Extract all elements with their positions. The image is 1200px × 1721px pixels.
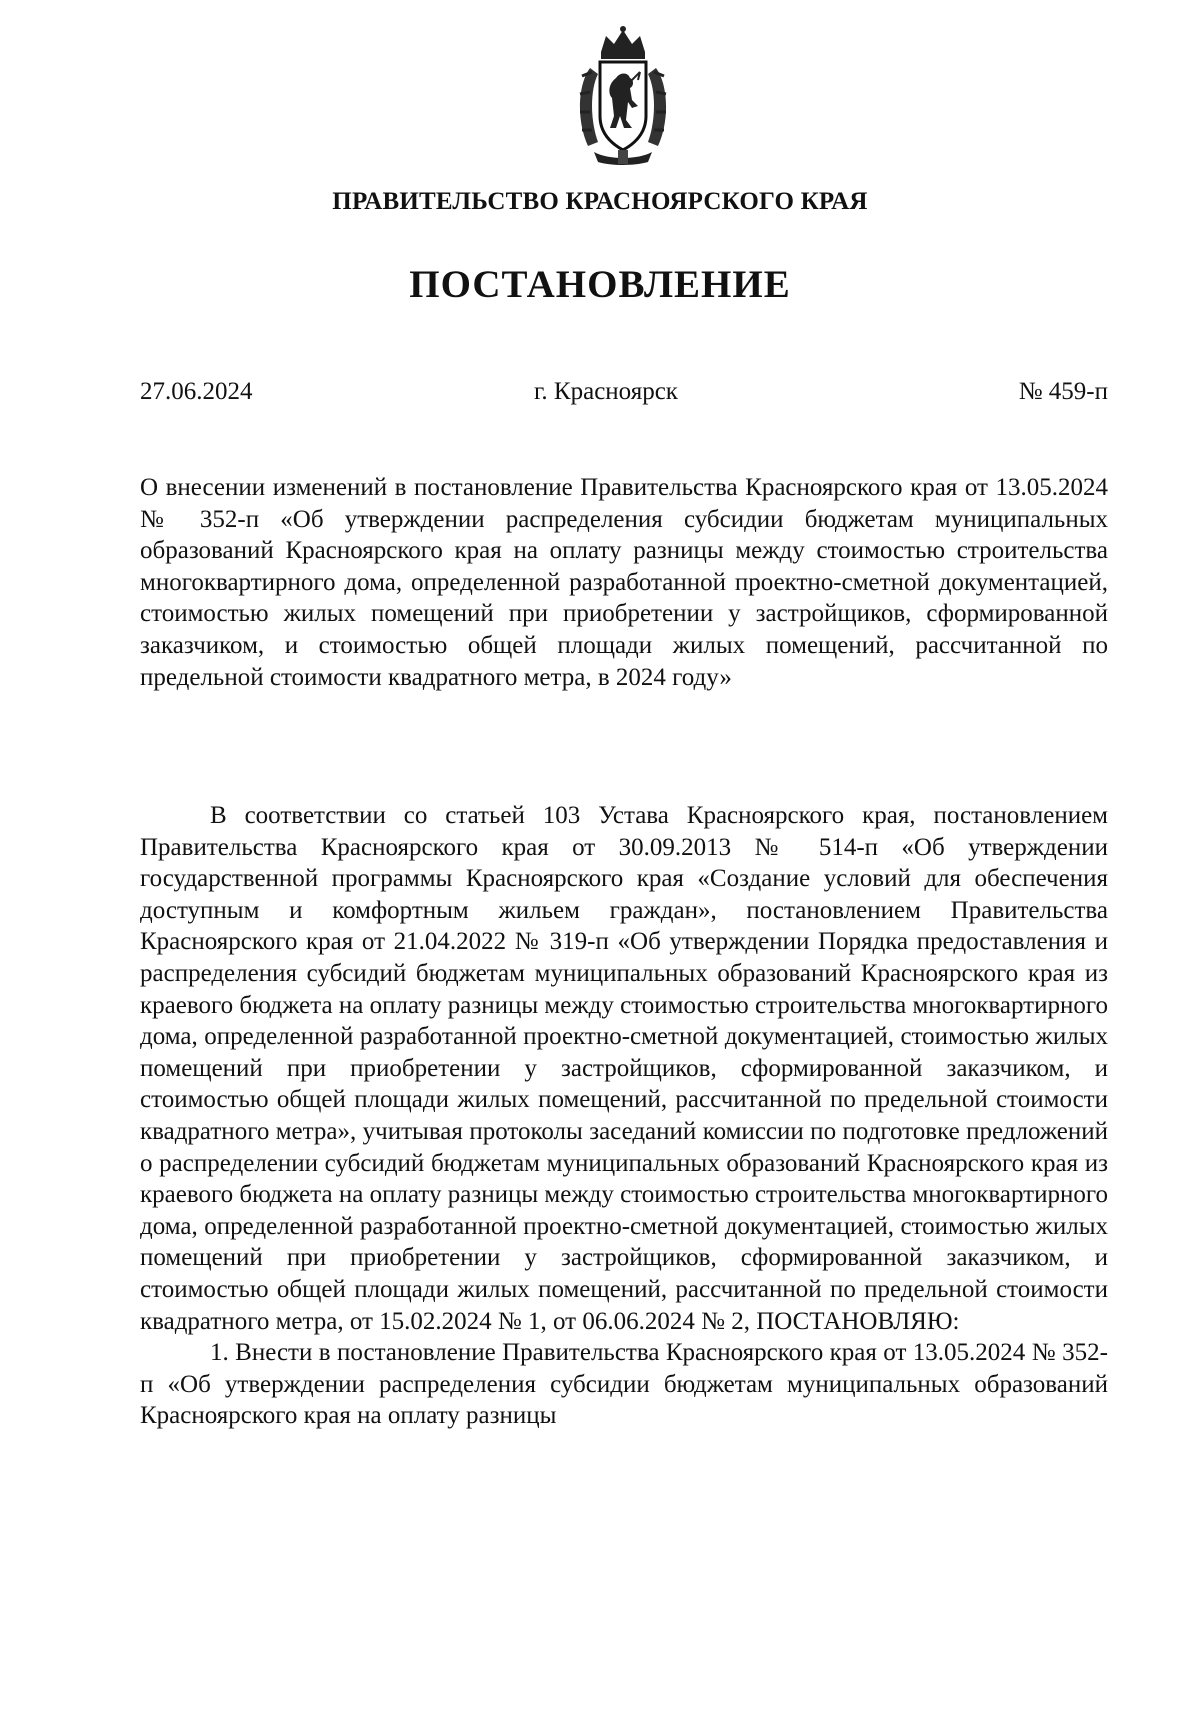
krasnoyarsk-coat-of-arms-icon — [568, 24, 678, 166]
body-paragraph-preamble: В соответствии со статьей 103 Устава Красноярского края, постановлением Правительства Красноярского края от 30.09.2013 № 514-п «Об утверждении государственной программы Красноярского края «Создание условий для обеспечения доступным и комфортным жильем граждан», постановлением Правительства Красноярского края от 21.04.2022 № 319-п «Об утверждении Порядка предоставления и распределения субсидий бюджетам муниципальных образований Красноярского края из краевого бюджета на оплату разницы между стоимостью строительства многоквартирного дома, определенной разработанной проектно-сметной документацией, стоимостью жилых помещений при приобретении у застройщиков, сформированной заказчиком, и стоимостью общей площади жилых помещений, рассчитанной по предельной стоимости квадратного метра», учитывая протоколы заседаний комиссии по подготовке предложений о распределении субсидий бюджетам муниципальных образований Красноярского края из краевого бюджета на оплату разницы между стоимостью строительства многоквартирного дома, определенной разработанной проектно-сметной документацией, стоимостью жилых помещений при приобретении у застройщиков, сформированной заказчиком, и стоимостью общей площади жилых помещений, рассчитанной по предельной стоимости квадратного метра, от 15.02.2024 № 1, от 06.06.2024 № 2, ПОСТАНОВЛЯЮ: — [140, 802, 1108, 1335]
body-paragraph-item-1: 1. Внести в постановление Правительства Красноярского края от 13.05.2024 № 352-п «Об утверждении распределения субсидии бюджетам муниципальных образований Красноярского края на оплату разницы — [140, 1339, 1108, 1430]
document-subject: О внесении изменений в постановление Правительства Красноярского края от 13.05.2024 № 352-п «Об утверждении распределения субсидии бюджетам муниципальных образований Красноярского края на оплату разницы между стоимостью строительства многоквартирного дома, определенной разработанной проектно-сметной документацией, стоимостью жилых помещений при приобретении у застройщиков, сформированной заказчиком, и стоимостью общей площади жилых помещений, рассчитанной по предельной стоимости квадратного метра, в 2024 году» — [140, 474, 1108, 691]
document-body — [140, 800, 1108, 1432]
organization-name: ПРАВИТЕЛЬСТВО КРАСНОЯРСКОГО КРАЯ — [332, 188, 868, 215]
document-type-title: ПОСТАНОВЛЕНИЕ — [409, 263, 791, 306]
document-city: г. Красноярск — [534, 378, 678, 405]
document-date: 27.06.2024 — [140, 378, 253, 405]
document-number: № 459-п — [1018, 378, 1108, 405]
